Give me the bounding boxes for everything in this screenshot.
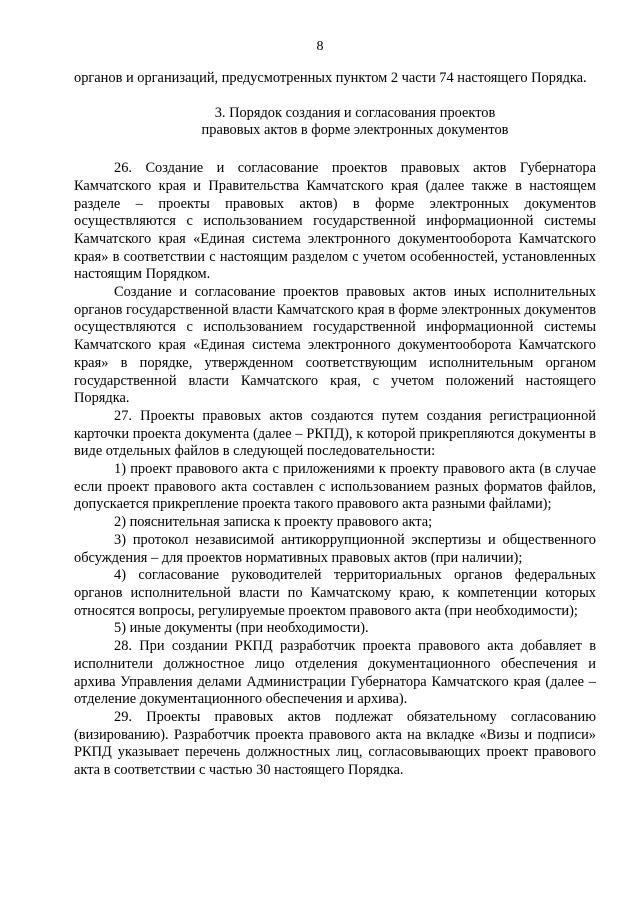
list-item-4: 4) согласование руководителей территориальных органов федеральных органов исполнительной власти по Камчатскому краю, к компетенции которых относятся вопросы, регулируемые проектом правового акта (при необходимости);: [74, 567, 596, 619]
list-item-3: 3) протокол независимой антикоррупционной экспертизы и общественного обсуждения – для проектов нормативных правовых актов (при наличии);: [74, 531, 596, 566]
paragraph-29: 29. Проекты правовых актов подлежат обязательному согласованию (визированию). Разработчик проекта правового акта на вкладке «Визы и подписи» РКПД указывает перечень должностных лиц, согласовывающих проект правового акта в соответствии с частью 30 настоящего Порядка.: [74, 708, 596, 779]
paragraph-26-continued: Создание и согласование проектов правовых актов иных исполнительных органов государственной власти Камчатского края в форме электронных документов осуществляются с использованием государственной информационной системы Камчатского края «Единая система электронного документооборота Камчатского края» в порядке, утвержденном соответствующим исполнительным органом государственной власти Камчатского края, с учетом положений настоящего Порядка.: [74, 284, 596, 407]
list-item-5: 5) иные документы (при необходимости).: [114, 620, 369, 637]
document-body: [74, 70, 596, 780]
section-heading-line-1: 3. Порядок создания и согласования проектов: [214, 104, 496, 121]
paragraph-26: 26. Создание и согласование проектов правовых актов Губернатора Камчатского края и Правительства Камчатского края (далее также в настоящем разделе – проекты правовых актов) в форме электронных документов осуществляются с использованием государственной информационной системы Камчатского края «Единая система электронного документооборота Камчатского края» в соответствии с настоящим разделом с учетом особенностей, установленных настоящим Порядком.: [74, 160, 596, 283]
section-heading-line-2: правовых актов в форме электронных документов: [201, 122, 509, 139]
page-number: 8: [316, 39, 324, 54]
list-item-2: 2) пояснительная записка к проекту правового акта;: [114, 514, 433, 531]
paragraph-27: 27. Проекты правовых актов создаются путем создания регистрационной карточки проекта документа (далее – РКПД), к которой прикрепляются документы в виде отдельных файлов в следующей последовательности:: [74, 407, 596, 460]
continuation-paragraph: органов и организаций, предусмотренных пунктом 2 части 74 настоящего Порядка.: [74, 70, 587, 86]
list-item-1: 1) проект правового акта с приложениями к проекту правового акта (в случае если проект правового акта составлен с использованием разных форматов файлов, допускается прикрепление проекта такого правового акта разными файлами);: [74, 461, 596, 513]
section-heading: [74, 105, 596, 140]
paragraph-28: 28. При создании РКПД разработчик проекта правового акта добавляет в исполнители должностное лицо отделения документационного обеспечения и архива Управления делами Администрации Губернатора Камчатского края (далее – отделение документационного обеспечения и архива).: [74, 638, 596, 708]
